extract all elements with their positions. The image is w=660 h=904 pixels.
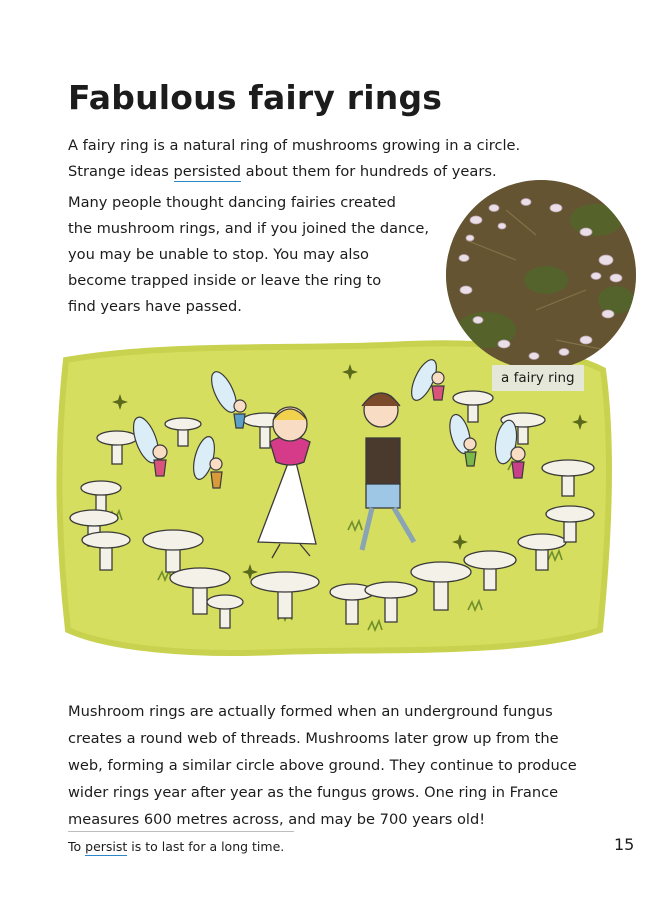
intro-line-1: A fairy ring is a natural ring of mushrooms growing in a circle. bbox=[68, 137, 521, 154]
myth-line: find years have passed. bbox=[68, 298, 242, 315]
myth-line: you may be unable to stop. You may also bbox=[68, 246, 369, 263]
myth-paragraph bbox=[68, 190, 448, 320]
science-line: creates a round web of threads. Mushrooms later grow up from the bbox=[68, 730, 559, 747]
glossary-word-persist[interactable]: persist bbox=[85, 839, 128, 854]
myth-line: Many people thought dancing fairies created bbox=[68, 194, 396, 211]
intro-paragraph bbox=[68, 133, 598, 185]
science-line: measures 600 metres across, and may be 700 years old! bbox=[68, 811, 486, 828]
glossary-footnote bbox=[68, 839, 284, 854]
glossary-word-persisted[interactable]: persisted bbox=[173, 163, 242, 180]
photo-caption: a fairy ring bbox=[492, 365, 584, 391]
science-line: web, forming a similar circle above ground. They continue to produce bbox=[68, 757, 577, 774]
myth-line: become trapped inside or leave the ring to bbox=[68, 272, 382, 289]
page-title: Fabulous fairy rings bbox=[68, 78, 443, 117]
intro-text-after: about them for hundreds of years. bbox=[241, 163, 497, 180]
footnote-divider bbox=[68, 831, 294, 832]
footnote-text-after: is to last for a long time. bbox=[127, 839, 285, 854]
science-line: wider rings year after year as the fungus grows. One ring in France bbox=[68, 784, 559, 801]
intro-line-2 bbox=[68, 159, 598, 185]
science-line: Mushroom rings are actually formed when an underground fungus bbox=[68, 703, 553, 720]
fairy-ring-photo bbox=[446, 180, 636, 370]
footnote-text-before: To bbox=[68, 839, 86, 854]
intro-text-before: Strange ideas bbox=[68, 163, 174, 180]
myth-line: the mushroom rings, and if you joined the dance, bbox=[68, 220, 429, 237]
science-paragraph bbox=[68, 698, 608, 833]
page-number: 15 bbox=[614, 835, 635, 854]
